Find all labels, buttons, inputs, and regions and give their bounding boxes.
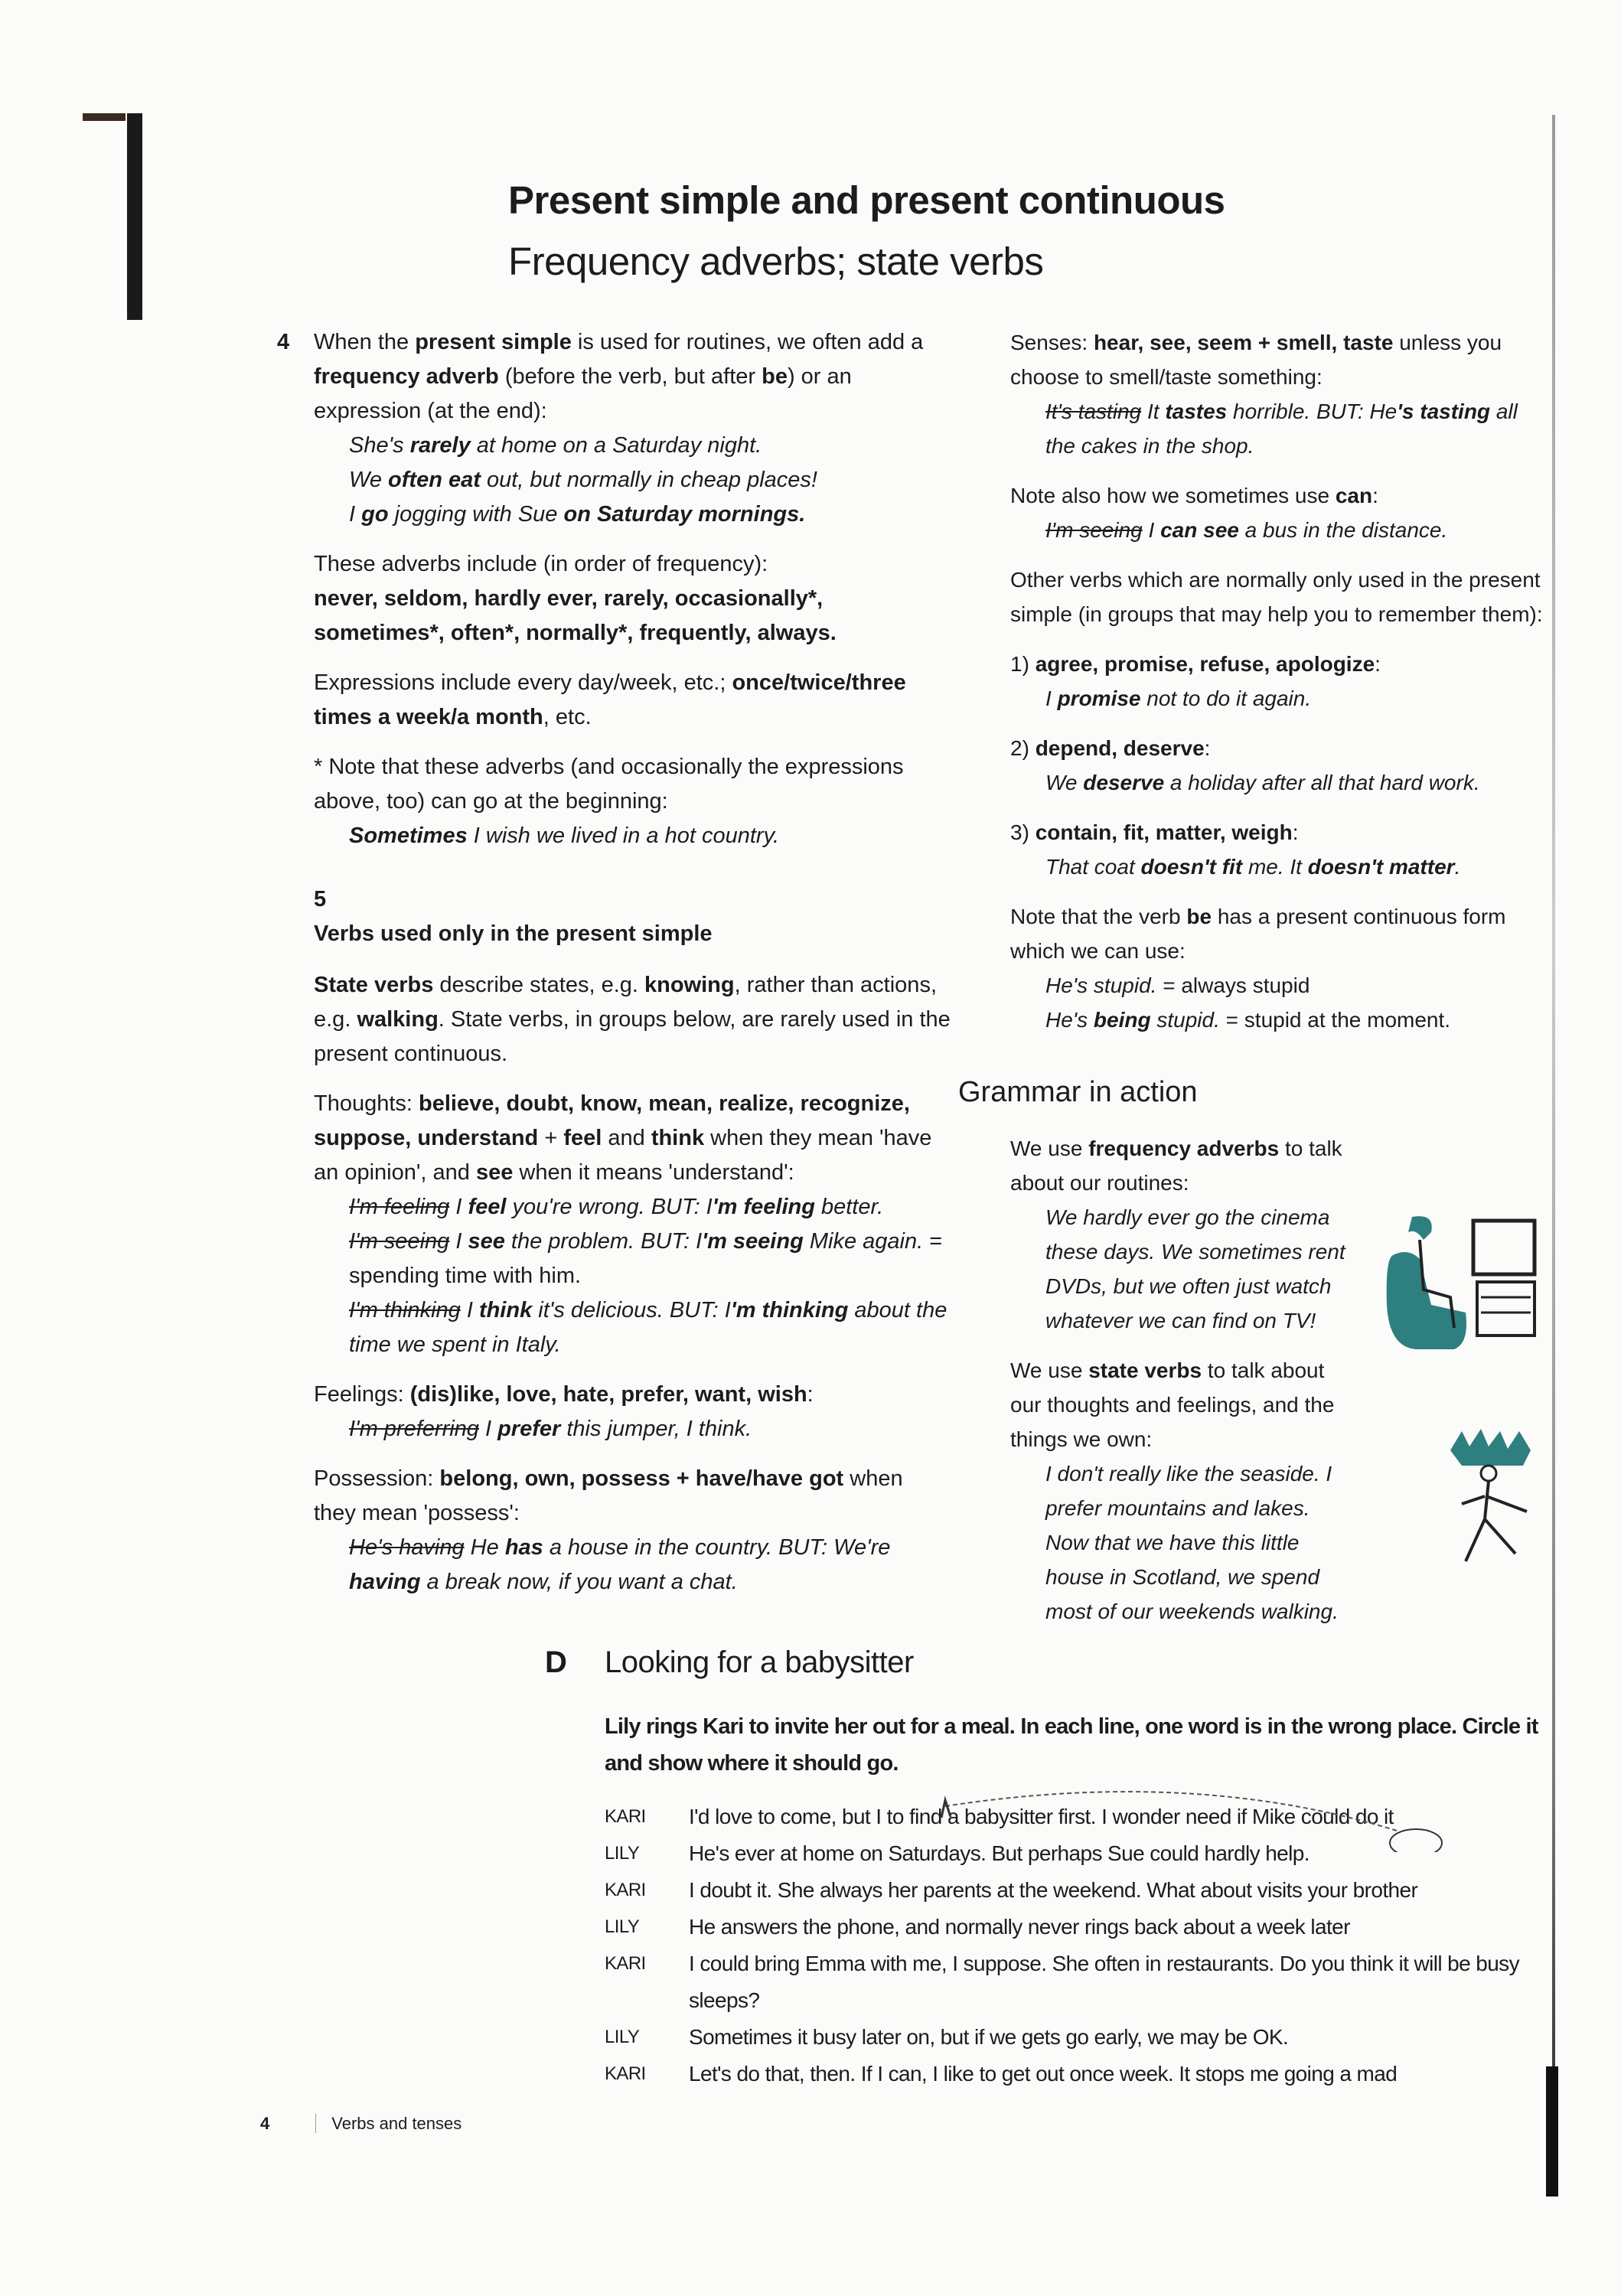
section-number: 4 [277, 330, 290, 354]
text-run: Verbs used only in the present simple [314, 921, 713, 946]
paragraph-text [314, 1087, 951, 1190]
emphasis-text: go [361, 502, 389, 527]
emphasis-text: 's tasting [1397, 400, 1491, 423]
example-sentence [1010, 1456, 1347, 1629]
emphasis-text: think [478, 1298, 533, 1322]
emphasis-text: has [504, 1535, 543, 1560]
emphasis-text: not to do it again. [1140, 687, 1312, 710]
struck-text: I'm seeing [349, 1229, 450, 1254]
emphasis-text: be [1186, 905, 1212, 928]
line-text: I'd love to come, but I to find a babysitter first. I wonder need if Mike could do it [689, 1805, 1394, 1828]
emphasis-text: hear, see, seem + smell, taste [1093, 331, 1394, 354]
speaker: KARI [605, 1880, 646, 1900]
paragraph-text [1010, 647, 1550, 681]
text-run: when they mean 'possess': [314, 1466, 903, 1525]
text-run: , rather than actions, e.g. [314, 973, 937, 1032]
emphasis-text: knowing [644, 973, 735, 997]
example-sentence [1010, 394, 1550, 463]
text-run: = stupid at the moment. [1219, 1008, 1451, 1032]
emphasis-text: it's delicious. BUT: I [532, 1298, 731, 1322]
grammar-paragraph [314, 1462, 951, 1600]
text-run: to talk about our thoughts and feelings, and the things we own: [1010, 1358, 1335, 1451]
emphasis-text: can [1335, 484, 1373, 507]
section-heading [958, 1075, 1550, 1110]
speaker: KARI [605, 1953, 646, 1974]
example-sentence [314, 819, 951, 853]
speaker: LILY [605, 1843, 640, 1864]
margin-bar [127, 113, 142, 320]
emphasis-text: a holiday after all that hard work. [1164, 771, 1480, 794]
grammar-paragraph [314, 547, 951, 651]
emphasis-text: depend, deserve [1035, 736, 1205, 760]
struck-text: I'm thinking [349, 1298, 461, 1322]
emphasis-text: see [475, 1160, 514, 1185]
text-run: Feelings: [314, 1382, 410, 1407]
emphasis-text: a break now, if you want a chat. [420, 1570, 738, 1594]
emphasis-text: once/twice/three times a week/a month [314, 670, 906, 729]
paragraph-text [1010, 899, 1550, 968]
exercise-title: Looking for a babysitter [605, 1645, 914, 1679]
emphasis-text: tastes [1165, 400, 1228, 423]
emphasis-text: be [762, 364, 788, 389]
struck-text: It's tasting [1045, 400, 1142, 423]
text-run: 1) [1010, 652, 1036, 676]
emphasis-text: believe, doubt, know, mean, realize, recognize, suppose, understand [314, 1091, 910, 1150]
text-run: These adverbs include (in order of frequency): [314, 552, 768, 576]
emphasis-text: see [468, 1229, 505, 1254]
paragraph-text [1010, 1353, 1347, 1456]
dialogue-line [605, 2019, 1554, 2056]
text-run: Thoughts: [314, 1091, 419, 1116]
emphasis-text: you're wrong. BUT: I [506, 1195, 713, 1219]
emphasis-text: me. It [1242, 855, 1308, 879]
text-run: unless you choose to smell/taste something: [1010, 331, 1502, 389]
text-run: = spending time with him. [349, 1229, 943, 1288]
text-run: * Note that these adverbs (and occasionally the expressions above, too) can go at the beginning: [314, 755, 904, 814]
page-title: Present simple and present continuous [508, 178, 1225, 222]
exercise-instruction: Lily rings Kari to invite her out for a meal. In each line, one word is in the wrong place. Circle it and show where it should go. [605, 1714, 1538, 1776]
emphasis-text: frequency adverbs [1088, 1137, 1280, 1160]
emphasis-text: better. [814, 1195, 884, 1219]
speaker: KARI [605, 1806, 646, 1827]
example-sentence [1010, 1003, 1550, 1037]
paragraph-text [1010, 325, 1550, 394]
emphasis-text: (dis)like, love, hate, prefer, want, wish [409, 1382, 807, 1407]
paragraph-text [1010, 563, 1550, 631]
text-run: 2) [1010, 736, 1036, 760]
emphasis-text: all the cakes in the shop. [1045, 400, 1518, 458]
emphasis-text: I [349, 502, 362, 527]
text-run: + [538, 1126, 564, 1150]
emphasis-text: jogging with Sue [388, 502, 564, 527]
text-run: to talk about our routines: [1010, 1137, 1342, 1195]
grammar-paragraph [1010, 815, 1550, 884]
example-sentence [314, 463, 951, 497]
emphasis-text: I [449, 1195, 468, 1219]
text-run: and [602, 1126, 651, 1150]
example-sentence [314, 1412, 951, 1446]
emphasis-text: contain, fit, matter, weigh [1035, 820, 1293, 844]
text-run: Note that the verb [1010, 905, 1187, 928]
paragraph-text [1010, 1131, 1347, 1200]
paragraph-text [1010, 478, 1550, 513]
text-run: : [1292, 820, 1299, 844]
grammar-paragraph [314, 666, 951, 735]
emphasis-text: 'm feeling [712, 1195, 815, 1219]
text-run: Grammar in action [958, 1076, 1198, 1108]
text-run: = always stupid [1156, 974, 1310, 997]
emphasis-text: I [1142, 518, 1161, 542]
emphasis-text: at home on a Saturday night. [470, 433, 762, 458]
text-run: is used for routines, we often add a [571, 330, 924, 354]
grammar-paragraph [1010, 731, 1550, 800]
emphasis-text: That coat [1045, 855, 1141, 879]
footer-section: Verbs and tenses [315, 2114, 462, 2133]
emphasis-text: I [478, 1417, 498, 1441]
grammar-paragraph [1010, 563, 1550, 631]
emphasis-text: about the time we spent in Italy. [349, 1298, 947, 1357]
line-text: Sometimes it busy later on, but if we gets go early, we may be OK. [689, 2025, 1289, 2049]
page-edge-tab [83, 113, 126, 121]
emphasis-text: horrible. BUT: He [1227, 400, 1398, 423]
handwritten-correction-mark [765, 1760, 1531, 1852]
left-column [277, 325, 951, 1615]
text-run: describe states, e.g. [433, 973, 645, 997]
emphasis-text: We [349, 468, 389, 492]
struck-text: He's having [349, 1535, 465, 1560]
emphasis-text: We hardly ever go the cinema these days. We sometimes rent DVDs, but we often just watch whatever we can find on TV! [1045, 1205, 1345, 1332]
emphasis-text: walking [357, 1007, 439, 1032]
walker-illustration [1447, 1427, 1546, 1573]
line-text: He answers the phone, and normally never rings back about a week later [689, 1915, 1350, 1939]
emphasis-text: prefer [497, 1417, 561, 1441]
paragraph-text [314, 917, 951, 951]
paragraph-text [958, 1075, 1550, 1110]
emphasis-text: belong, own, possess + have/have got [439, 1466, 844, 1491]
text-run: : [807, 1382, 814, 1407]
text-run: Other verbs which are normally only used in the present simple (in groups that may help you to remember them): [1010, 568, 1543, 626]
emphasis-text: feel [468, 1195, 507, 1219]
emphasis-text: doesn't fit [1140, 855, 1243, 879]
paragraph-text [314, 547, 951, 651]
page-subtitle: Frequency adverbs; state verbs [508, 240, 1044, 283]
emphasis-text: frequency adverb [314, 364, 499, 389]
emphasis-text: think [651, 1126, 705, 1150]
text-run: , etc. [543, 705, 592, 729]
emphasis-text: I wish we lived in a hot country. [467, 823, 779, 848]
text-run: . State verbs, in groups below, are rarely used in the present continuous. [314, 1007, 951, 1066]
exercise-letter: D [545, 1645, 567, 1679]
line-text: He's ever at home on Saturdays. But perhaps Sue could hardly help. [689, 1841, 1310, 1865]
emphasis-text: He's [1045, 1008, 1094, 1032]
emphasis-text: out, but normally in cheap places! [480, 468, 817, 492]
speaker: LILY [605, 1916, 640, 1937]
grammar-paragraph [314, 750, 951, 853]
grammar-paragraph [1010, 899, 1550, 1037]
speaker: KARI [605, 2063, 646, 2084]
emphasis-text: Mike again. [803, 1229, 924, 1254]
emphasis-text: feel [563, 1126, 602, 1150]
emphasis-text: never, seldom, hardly ever, rarely, occasionally*, sometimes*, often*, normally*, frequently, always. [314, 586, 837, 645]
emphasis-text: present simple [415, 330, 572, 354]
line-text: I could bring Emma with me, I suppose. She often in restaurants. Do you think it will be busy sleeps? [689, 1952, 1519, 2012]
text-run: : [1204, 736, 1211, 760]
emphasis-text: having [349, 1570, 421, 1594]
text-run: 3) [1010, 820, 1036, 844]
paragraph-text [314, 325, 951, 429]
emphasis-text: He [464, 1535, 505, 1560]
emphasis-text: I [449, 1229, 468, 1254]
paragraph-text [314, 666, 951, 735]
tv-watcher-illustration [1378, 1213, 1542, 1358]
speaker: LILY [605, 2027, 640, 2047]
emphasis-text: Sometimes [349, 823, 468, 848]
grammar-paragraph [1010, 1353, 1347, 1629]
emphasis-text: deserve [1083, 771, 1165, 794]
emphasis-text: doesn't matter [1307, 855, 1455, 879]
emphasis-text: promise [1057, 687, 1141, 710]
example-sentence [1010, 681, 1550, 716]
emphasis-text: can see [1160, 518, 1239, 542]
emphasis-text: stupid. [1150, 1008, 1220, 1032]
text-run: every day/week [517, 670, 672, 695]
emphasis-text: 'm seeing [702, 1229, 804, 1254]
paragraph-text [314, 750, 951, 819]
emphasis-text: It [1141, 400, 1166, 423]
grammar-paragraph [1010, 647, 1550, 716]
emphasis-text: I [460, 1298, 479, 1322]
emphasis-text: this jumper, I think. [560, 1417, 752, 1441]
text-run: : [1375, 652, 1381, 676]
emphasis-text: State verbs [314, 973, 434, 997]
text-run: Note also how we sometimes use [1010, 484, 1336, 507]
line-text: I doubt it. She always her parents at the weekend. What about visits your brother [689, 1878, 1418, 1902]
emphasis-text: I [1045, 687, 1058, 710]
text-run: Senses: [1010, 331, 1094, 354]
dialogue-line [605, 1945, 1554, 2019]
example-sentence [1010, 850, 1550, 884]
emphasis-text: He's stupid. [1045, 974, 1157, 997]
example-sentence [314, 1225, 951, 1293]
example-sentence [314, 1531, 951, 1600]
emphasis-text: I don't really like the seaside. I prefer mountains and lakes. Now that we have this little house in Scotland, we spend most of our weekends walking. [1045, 1462, 1339, 1623]
text-run: , etc.; [671, 670, 732, 695]
paragraph-text [1010, 731, 1550, 765]
emphasis-text: state verbs [1088, 1358, 1202, 1382]
dialogue-line [605, 1909, 1554, 1945]
emphasis-text: being [1093, 1008, 1151, 1032]
emphasis-text: rarely [409, 433, 471, 458]
section-heading [314, 882, 951, 951]
text-run: (before the verb, but after [498, 364, 762, 389]
example-sentence [1010, 968, 1550, 1003]
emphasis-text: agree, promise, refuse, apologize [1035, 652, 1375, 676]
text-run: We use [1010, 1358, 1089, 1382]
struck-text: I'm feeling [349, 1195, 450, 1219]
emphasis-text: a bus in the distance. [1238, 518, 1448, 542]
struck-text: I'm seeing [1045, 518, 1143, 542]
dialogue-line [605, 1872, 1554, 1909]
emphasis-text: a house in the country. BUT: We're [543, 1535, 891, 1560]
page-number: 4 [260, 2114, 270, 2133]
emphasis-text: We [1045, 771, 1084, 794]
emphasis-text: on Saturday mornings. [563, 502, 806, 527]
grammar-paragraph [314, 1378, 951, 1446]
example-sentence [314, 1293, 951, 1362]
text-run: We use [1010, 1137, 1089, 1160]
paragraph-text [314, 968, 951, 1071]
emphasis-text: 'm thinking [730, 1298, 849, 1322]
emphasis-text: . [1454, 855, 1461, 879]
grammar-paragraph [314, 968, 951, 1071]
paragraph-text [314, 1378, 951, 1412]
example-sentence [1010, 513, 1550, 547]
page-footer [260, 2114, 462, 2134]
emphasis-text: She's [349, 433, 410, 458]
grammar-paragraph [1010, 325, 1550, 463]
text-run: when they mean 'have an opinion', and [314, 1126, 932, 1185]
text-run: When the [314, 330, 416, 354]
text-run: ) or an expression (at the end): [314, 364, 852, 423]
example-sentence [1010, 1200, 1347, 1338]
section-number: 5 [314, 887, 327, 912]
paragraph-text [1010, 815, 1550, 850]
text-run: : [1372, 484, 1378, 507]
dialogue-line [605, 2056, 1554, 2092]
grammar-paragraph [277, 325, 951, 532]
example-sentence [314, 429, 951, 463]
emphasis-text: the problem. BUT: I [504, 1229, 703, 1254]
example-sentence [1010, 765, 1550, 800]
line-text: Let's do that, then. If I can, I like to get out once week. It stops me going a mad [689, 2062, 1398, 2086]
grammar-paragraph [1010, 1131, 1347, 1338]
example-sentence [314, 497, 951, 532]
example-sentence [314, 1190, 951, 1225]
struck-text: I'm preferring [349, 1417, 479, 1441]
grammar-paragraph [1010, 478, 1550, 547]
text-run: Possession: [314, 1466, 440, 1491]
grammar-paragraph [314, 1087, 951, 1362]
emphasis-text: often eat [388, 468, 481, 492]
text-run: has a present continuous form which we can use: [1010, 905, 1506, 963]
text-run: when it means 'understand': [513, 1160, 794, 1185]
text-run: Expressions include [314, 670, 517, 695]
paragraph-text [314, 1462, 951, 1531]
